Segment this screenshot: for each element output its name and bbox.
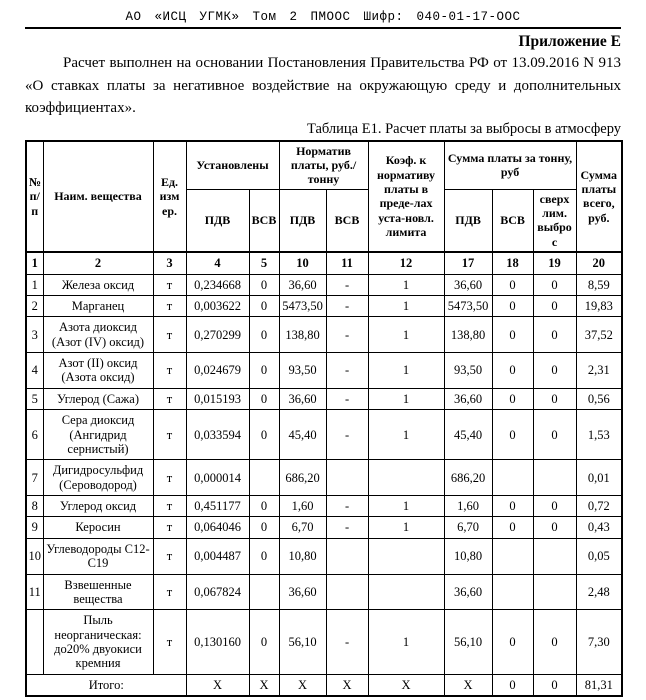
table-cell: - <box>326 274 368 295</box>
table-cell: 686,20 <box>279 460 326 496</box>
table-row <box>26 353 622 389</box>
subcol-sum-over-limit: сверх лим. выброс <box>533 189 576 252</box>
totals-cell: Х <box>249 674 279 696</box>
table-cell: 0 <box>533 610 576 675</box>
column-number-cell: 20 <box>576 252 622 274</box>
table-cell: т <box>153 538 186 574</box>
column-number-cell: 19 <box>533 252 576 274</box>
table-cell: 36,60 <box>444 574 492 610</box>
totals-label: Итого: <box>26 674 186 696</box>
table-cell <box>326 538 368 574</box>
table-cell: 5473,50 <box>444 295 492 316</box>
table-cell: - <box>326 353 368 389</box>
col-group-sum-per-ton: Сумма платы за тонну, руб <box>444 141 576 190</box>
col-header-unit: Ед. изм ер. <box>153 141 186 253</box>
table-cell: 1 <box>368 388 444 409</box>
table-cell: 0 <box>492 295 533 316</box>
table-cell: - <box>326 610 368 675</box>
table-row <box>26 460 622 496</box>
table-cell: 5473,50 <box>279 295 326 316</box>
col-group-norm-rate: Норматив платы, руб./тонну <box>279 141 368 190</box>
table-cell: 10 <box>26 538 43 574</box>
table-cell <box>326 460 368 496</box>
table-cell: Марганец <box>43 295 153 316</box>
table-cell: 138,80 <box>279 317 326 353</box>
table-cell: 0 <box>249 317 279 353</box>
table-cell: 1 <box>368 353 444 389</box>
table-cell: 1,60 <box>279 496 326 517</box>
table-cell: 0,003622 <box>186 295 249 316</box>
column-number-cell: 4 <box>186 252 249 274</box>
table-cell: 2,48 <box>576 574 622 610</box>
table-cell: 0,72 <box>576 496 622 517</box>
totals-cell: Х <box>186 674 249 696</box>
table-cell: 1 <box>368 610 444 675</box>
appendix-title: Приложение Е <box>518 33 621 50</box>
table-row <box>26 410 622 460</box>
table-cell: 0,004487 <box>186 538 249 574</box>
table-cell: 1 <box>368 274 444 295</box>
table-cell: 1,53 <box>576 410 622 460</box>
page-header: АО «ИСЦ УГМК» Том 2 ПМООС Шифр: 040-01-17-ООС <box>25 4 621 29</box>
subcol-norm-pdv: ПДВ <box>279 189 326 252</box>
table-cell: 0,130160 <box>186 610 249 675</box>
table-cell <box>368 460 444 496</box>
table-cell <box>533 460 576 496</box>
column-number-cell: 18 <box>492 252 533 274</box>
table-cell: т <box>153 496 186 517</box>
table-cell: 0 <box>492 353 533 389</box>
column-number-cell: 12 <box>368 252 444 274</box>
table-cell: т <box>153 410 186 460</box>
table-cell: - <box>326 295 368 316</box>
table-cell: 5 <box>26 388 43 409</box>
totals-row <box>26 674 622 696</box>
table-cell: 0 <box>249 410 279 460</box>
table-cell: 6,70 <box>279 517 326 538</box>
table-cell: 2 <box>26 295 43 316</box>
table-cell: 10,80 <box>279 538 326 574</box>
column-number-cell: 5 <box>249 252 279 274</box>
table-cell: 0 <box>492 517 533 538</box>
table-cell: т <box>153 295 186 316</box>
table-cell: 686,20 <box>444 460 492 496</box>
col-header-total: Сумма платы всего, руб. <box>576 141 622 253</box>
table-row <box>26 274 622 295</box>
table-cell: 6 <box>26 410 43 460</box>
table-cell: 0,05 <box>576 538 622 574</box>
table-cell: 0,067824 <box>186 574 249 610</box>
table-cell: 1,60 <box>444 496 492 517</box>
table-cell: 7 <box>26 460 43 496</box>
table-cell: - <box>326 517 368 538</box>
table-cell: 1 <box>368 496 444 517</box>
table-cell: 10,80 <box>444 538 492 574</box>
header-group-row <box>26 141 622 190</box>
table-cell <box>26 610 43 675</box>
column-number-cell: 3 <box>153 252 186 274</box>
table-cell: 2,31 <box>576 353 622 389</box>
table-cell: - <box>326 496 368 517</box>
table-cell: 0 <box>492 274 533 295</box>
subcol-norm-vsv: ВСВ <box>326 189 368 252</box>
table-cell: 36,60 <box>444 388 492 409</box>
table-cell: 0 <box>492 410 533 460</box>
table-cell: 1 <box>368 295 444 316</box>
table-cell: 0 <box>249 388 279 409</box>
table-cell: 0 <box>533 295 576 316</box>
table-cell <box>368 574 444 610</box>
subcol-established-pdv: ПДВ <box>186 189 249 252</box>
table-cell: 0 <box>249 538 279 574</box>
table-cell: 1 <box>368 317 444 353</box>
table-cell: 93,50 <box>279 353 326 389</box>
subcol-sum-vsv: ВСВ <box>492 189 533 252</box>
table-cell: 37,52 <box>576 317 622 353</box>
table-cell: 36,60 <box>279 274 326 295</box>
table-cell: 0,033594 <box>186 410 249 460</box>
table-cell <box>533 538 576 574</box>
table-row <box>26 496 622 517</box>
table-cell: 0,270299 <box>186 317 249 353</box>
table-cell: 0 <box>492 610 533 675</box>
table-cell <box>492 574 533 610</box>
table-cell: 0 <box>533 410 576 460</box>
table-cell: 11 <box>26 574 43 610</box>
table-cell: Углерод (Сажа) <box>43 388 153 409</box>
table-cell: 19,83 <box>576 295 622 316</box>
column-number-cell: 17 <box>444 252 492 274</box>
table-cell <box>533 574 576 610</box>
table-cell <box>249 460 279 496</box>
table-cell: 0 <box>249 496 279 517</box>
table-cell: Азот (II) оксид (Азота оксид) <box>43 353 153 389</box>
table-row <box>26 574 622 610</box>
table-cell: 36,60 <box>279 574 326 610</box>
col-header-coefficient: Коэф. к нормативу платы в преде-лах уста-новл. лимита <box>368 141 444 253</box>
table-cell: Сера диоксид (Ангидрид сернистый) <box>43 410 153 460</box>
table-cell: 0 <box>249 295 279 316</box>
table-cell: 45,40 <box>444 410 492 460</box>
table-cell: - <box>326 388 368 409</box>
column-number-cell: 1 <box>26 252 43 274</box>
table-cell: 0,56 <box>576 388 622 409</box>
table-cell: 0 <box>492 496 533 517</box>
table-cell: Керосин <box>43 517 153 538</box>
table-cell: 0 <box>492 317 533 353</box>
table-cell: 36,60 <box>279 388 326 409</box>
table-cell: 8,59 <box>576 274 622 295</box>
table-cell <box>492 460 533 496</box>
totals-cell: 0 <box>492 674 533 696</box>
table-cell: 7,30 <box>576 610 622 675</box>
table-cell <box>492 538 533 574</box>
col-header-num: № п/п <box>26 141 43 253</box>
table-cell: Дигидросульфид (Сероводород) <box>43 460 153 496</box>
table-cell: 0 <box>249 274 279 295</box>
table-cell: т <box>153 317 186 353</box>
table-row <box>26 610 622 675</box>
table-cell: 1 <box>368 410 444 460</box>
table-cell: т <box>153 353 186 389</box>
table-cell: т <box>153 574 186 610</box>
emissions-payment-table <box>25 140 623 698</box>
table-cell: Углерод оксид <box>43 496 153 517</box>
table-cell <box>368 538 444 574</box>
intro-paragraph: Расчет выполнен на основании Постановления Правительства РФ от 13.09.2016 N 913 «О ставках платы за негативное воздействие на окружающую среду и дополнительных коэффициентах». <box>25 55 621 116</box>
table-cell <box>249 574 279 610</box>
table-cell: 0 <box>492 388 533 409</box>
table-cell: 0,000014 <box>186 460 249 496</box>
table-cell: 45,40 <box>279 410 326 460</box>
table-cell: т <box>153 388 186 409</box>
table-cell: 0 <box>533 317 576 353</box>
table-cell: 1 <box>26 274 43 295</box>
table-cell: Пыль неорганическая: до20% двуокиси кремния <box>43 610 153 675</box>
table-row <box>26 517 622 538</box>
table-cell: 1 <box>368 517 444 538</box>
table-row <box>26 538 622 574</box>
table-row <box>26 388 622 409</box>
subcol-sum-pdv: ПДВ <box>444 189 492 252</box>
table-cell: 0,024679 <box>186 353 249 389</box>
table-cell: Железа оксид <box>43 274 153 295</box>
column-number-row <box>26 252 622 274</box>
table-cell: 93,50 <box>444 353 492 389</box>
table-cell: 0 <box>249 353 279 389</box>
totals-cell: Х <box>444 674 492 696</box>
table-cell: - <box>326 317 368 353</box>
table-cell: т <box>153 274 186 295</box>
table-cell: т <box>153 460 186 496</box>
table-cell: 56,10 <box>444 610 492 675</box>
table-cell: 0,43 <box>576 517 622 538</box>
table-cell: 36,60 <box>444 274 492 295</box>
table-cell: т <box>153 517 186 538</box>
table-cell: Азота диоксид (Азот (IV) оксид) <box>43 317 153 353</box>
totals-cell: Х <box>326 674 368 696</box>
table-row <box>26 317 622 353</box>
table-cell: 138,80 <box>444 317 492 353</box>
table-cell: 0,064046 <box>186 517 249 538</box>
table-cell: т <box>153 610 186 675</box>
table-cell: 0 <box>533 274 576 295</box>
table-cell <box>326 574 368 610</box>
column-number-cell: 11 <box>326 252 368 274</box>
table-cell: 0,01 <box>576 460 622 496</box>
table-cell: 0,234668 <box>186 274 249 295</box>
totals-cell: 81,31 <box>576 674 622 696</box>
table-caption: Таблица Е1. Расчет платы за выбросы в атмосферу <box>306 120 621 137</box>
totals-cell: Х <box>279 674 326 696</box>
col-header-substance: Наим. вещества <box>43 141 153 253</box>
table-cell: Взвешенные вещества <box>43 574 153 610</box>
table-cell: - <box>326 410 368 460</box>
column-number-cell: 10 <box>279 252 326 274</box>
table-cell: Углеводороды С12-С19 <box>43 538 153 574</box>
column-number-cell: 2 <box>43 252 153 274</box>
table-cell: 9 <box>26 517 43 538</box>
table-cell: 6,70 <box>444 517 492 538</box>
table-cell: 4 <box>26 353 43 389</box>
totals-cell: 0 <box>533 674 576 696</box>
table-cell: 0 <box>533 353 576 389</box>
table-cell: 0 <box>533 388 576 409</box>
table-row <box>26 295 622 316</box>
col-group-established: Установлены <box>186 141 279 190</box>
table-cell: 0,451177 <box>186 496 249 517</box>
table-cell: 0 <box>533 496 576 517</box>
table-cell: 56,10 <box>279 610 326 675</box>
table-cell: 0 <box>249 517 279 538</box>
totals-cell: Х <box>368 674 444 696</box>
table-cell: 0 <box>533 517 576 538</box>
table-cell: 0,015193 <box>186 388 249 409</box>
table-cell: 0 <box>249 610 279 675</box>
table-cell: 8 <box>26 496 43 517</box>
table-cell: 3 <box>26 317 43 353</box>
subcol-established-vsv: ВСВ <box>249 189 279 252</box>
